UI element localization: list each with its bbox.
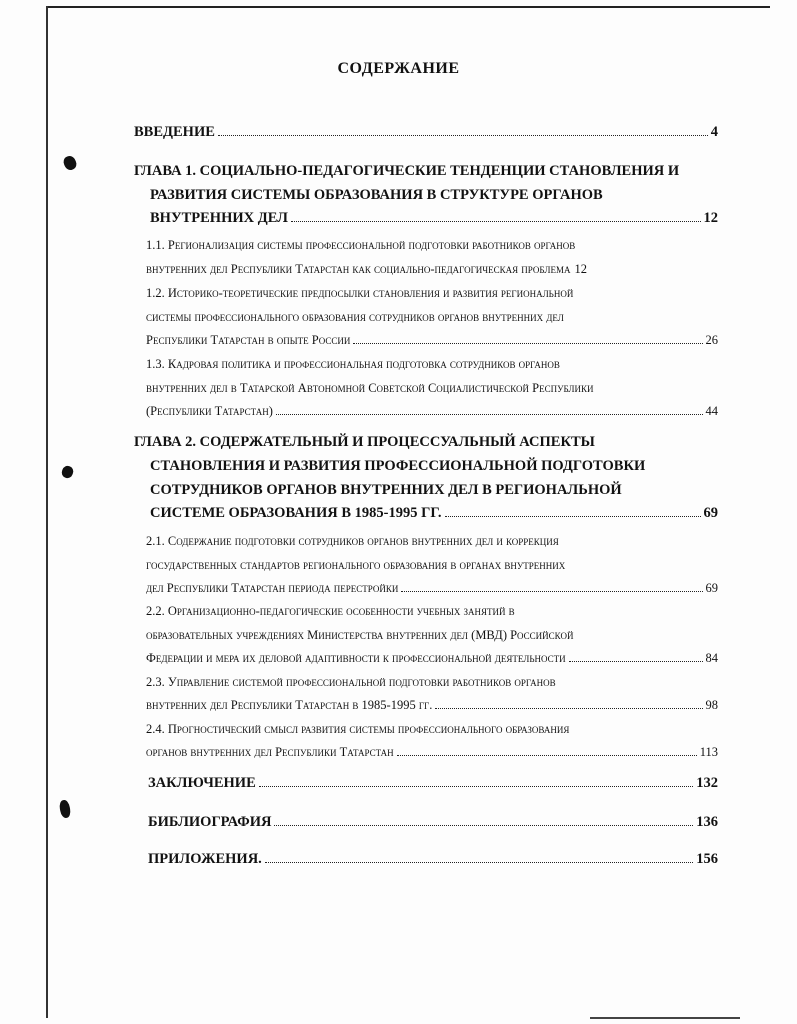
section-1-1-line2: внутренних дел Республики Татарстан как социально-педагогическая проблема	[146, 262, 571, 276]
toc-entry-chapter2	[150, 505, 718, 522]
page-number: 4	[710, 124, 718, 140]
section-1-3-line1: 1.3. Кадровая политика и профессиональная подготовка сотрудников органов	[146, 357, 560, 371]
dot-leader	[353, 343, 702, 344]
dot-leader	[218, 135, 708, 136]
toc-entry-section-2-1	[146, 581, 718, 596]
toc-entry-section-2-2	[146, 651, 718, 666]
section-2-1-line2: государственных стандартов регионального образования в органах внутренних	[146, 558, 566, 572]
dot-leader	[274, 825, 693, 826]
toc-entry-section-1-1	[146, 262, 718, 277]
page-number: 132	[696, 775, 718, 791]
dot-leader	[445, 516, 701, 517]
section-1-3-line3: (Республики Татарстан)	[146, 404, 273, 418]
chapter1-heading-line2: РАЗВИТИЯ СИСТЕМЫ ОБРАЗОВАНИЯ В СТРУКТУРЕ ОРГАНОВ	[150, 187, 603, 203]
toc-entry-label: ВВЕДЕНИЕ	[134, 124, 215, 140]
punch-hole-mark	[60, 464, 74, 479]
chapter2-heading-line4: СИСТЕМЕ ОБРАЗОВАНИЯ В 1985-1995 ГГ.	[150, 505, 442, 521]
section-2-2-line3: Федерации и мера их деловой адаптивности к профессиональной деятельности	[146, 651, 566, 665]
toc-entry-appendices	[148, 851, 718, 868]
toc-entry-section-1-3	[146, 404, 718, 419]
chapter1-heading-line3: ВНУТРЕННИХ ДЕЛ	[150, 210, 288, 226]
dot-leader	[276, 414, 703, 415]
section-1-2-line2: системы профессионального образования сотрудников органов внутренних дел	[146, 310, 564, 324]
section-2-1-line3: дел Республики Татарстан периода перестройки	[146, 581, 399, 595]
dot-leader	[401, 591, 702, 592]
page-number: 26	[705, 333, 718, 347]
dot-leader	[259, 786, 693, 787]
chapter2-heading-line1: ГЛАВА 2. СОДЕРЖАТЕЛЬНЫЙ И ПРОЦЕССУАЛЬНЫЙ АСПЕКТЫ	[134, 434, 595, 450]
section-2-4-line1: 2.4. Прогностический смысл развития системы профессионального образования	[146, 722, 570, 736]
page-number: 44	[705, 404, 718, 418]
dot-leader	[397, 755, 697, 756]
page-number: 84	[705, 651, 718, 665]
toc-entry-section-1-2	[146, 333, 718, 348]
toc-entry-label: ЗАКЛЮЧЕНИЕ	[148, 775, 256, 791]
page-title: СОДЕРЖАНИЕ	[337, 60, 460, 77]
toc-entry-conclusion	[148, 775, 718, 792]
section-1-2-line1: 1.2. Историко-теоретические предпосылки становления и развития региональной	[146, 286, 574, 300]
section-2-3-line1: 2.3. Управление системой профессиональной подготовки работников органов	[146, 675, 556, 689]
toc-entry-chapter1	[150, 210, 718, 227]
dot-leader	[569, 661, 703, 662]
page-number: 98	[705, 698, 718, 712]
scan-edge-top	[46, 6, 770, 8]
section-1-3-line2: внутренних дел в Татарской Автономной Советской Социалистической Республики	[146, 381, 594, 395]
toc-entry-label: ПРИЛОЖЕНИЯ.	[148, 851, 262, 867]
page-number: 113	[699, 745, 718, 759]
section-2-3-line2: внутренних дел Республики Татарстан в 1985-1995 гг.	[146, 698, 433, 712]
chapter1-heading-line1: ГЛАВА 1. СОЦИАЛЬНО-ПЕДАГОГИЧЕСКИЕ ТЕНДЕНЦИИ СТАНОВЛЕНИЯ И	[134, 163, 680, 179]
punch-hole-mark	[59, 799, 72, 818]
page-number: 69	[703, 505, 718, 521]
toc-entry-label: БИБЛИОГРАФИЯ	[148, 814, 272, 830]
section-2-2-line1: 2.2. Организационно-педагогические особенности учебных занятий в	[146, 604, 515, 618]
page-number: 156	[696, 851, 718, 867]
section-2-2-line2: образовательных учреждениях Министерства внутренних дел (МВД) Российской	[146, 628, 574, 642]
section-2-1-line1: 2.1. Содержание подготовки сотрудников органов внутренних дел и коррекция	[146, 534, 559, 548]
toc-entry-intro	[134, 124, 718, 141]
page-number: 69	[705, 581, 718, 595]
section-1-2-line3: Республики Татарстан в опыте России	[146, 333, 351, 347]
section-2-4-line2: органов внутренних дел Республики Татарстан	[146, 745, 394, 759]
chapter2-heading-line3: СОТРУДНИКОВ ОРГАНОВ ВНУТРЕННИХ ДЕЛ В РЕГИОНАЛЬНОЙ	[150, 482, 622, 498]
dot-leader	[435, 708, 702, 709]
section-1-1-line1: 1.1. Регионализация системы профессиональной подготовки работников органов	[146, 238, 576, 252]
toc-entry-bibliography	[148, 814, 718, 831]
dot-leader	[291, 221, 701, 222]
toc-entry-section-2-4	[146, 745, 718, 760]
scan-edge-bottom	[590, 1017, 740, 1019]
chapter2-heading-line2: СТАНОВЛЕНИЯ И РАЗВИТИЯ ПРОФЕССИОНАЛЬНОЙ ПОДГОТОВКИ	[150, 458, 646, 474]
toc-entry-section-2-3	[146, 698, 718, 713]
page-number: 12	[574, 262, 587, 276]
page-number: 12	[703, 210, 718, 226]
punch-hole-mark	[62, 154, 79, 172]
scan-edge-left	[46, 6, 48, 1018]
page-number: 136	[696, 814, 718, 830]
dot-leader	[265, 862, 693, 863]
